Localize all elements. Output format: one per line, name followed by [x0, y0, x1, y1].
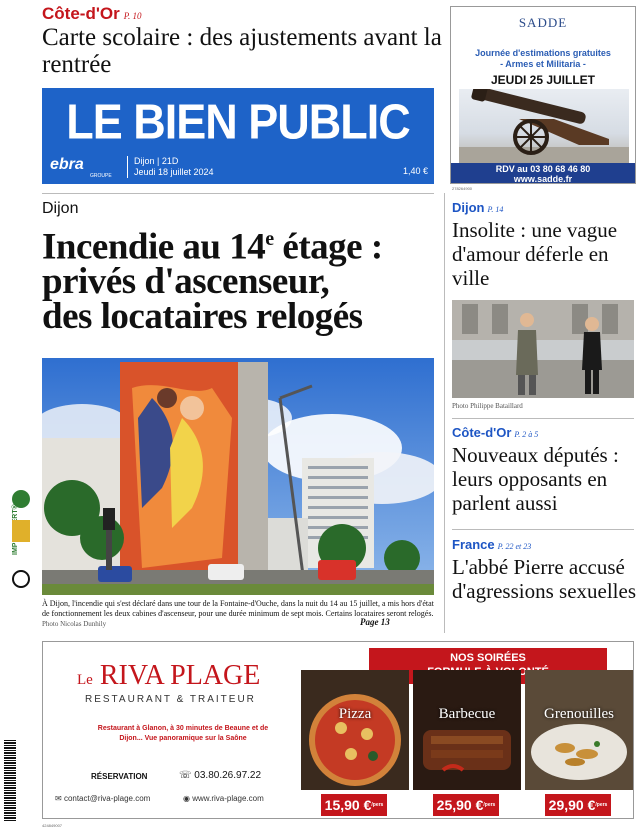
barbecue-label: Barbecue [438, 706, 496, 722]
headline-line3: des locataires relogés [42, 296, 363, 338]
phone-icon: ☏ [179, 770, 195, 781]
top-teaser-page: P. 10 [123, 11, 142, 21]
sadde-ad-web: www.sadde.fr [513, 174, 573, 184]
barbecue-price [433, 794, 499, 816]
riva-email[interactable] [55, 794, 150, 803]
right-teaser-2-page: P. 2 à 5 [514, 430, 539, 439]
sadde-ad-line1: Journée d'estimations gratuites [475, 48, 611, 58]
riva-phone[interactable] [179, 770, 261, 781]
eco-label-icon [12, 490, 30, 508]
riva-banner-line2: VOLONTÉ [495, 666, 549, 678]
masthead[interactable] [42, 88, 434, 184]
headline-line1: Incendie au 14 [42, 226, 266, 268]
headline-line1-end: étage : [273, 226, 383, 268]
riva-plage-logo [77, 660, 260, 692]
photo-credit: Photo Nicolas Dunhily [42, 620, 107, 628]
pizza-price-value: 15,90 € [324, 797, 372, 813]
pizza-icon [301, 670, 409, 790]
cannon-image [459, 89, 629, 163]
barbecue-icon [413, 670, 521, 790]
edition-info [127, 156, 214, 178]
right-teaser-3-kicker[interactable] [452, 537, 531, 552]
masthead-title: LE BIEN PUBLIC [66, 93, 410, 150]
divider [452, 529, 634, 530]
right-teaser-2-kicker-label: Côte-d'Or [452, 425, 512, 440]
pizza-image [301, 670, 409, 790]
riva-phone-number: 03.80.26.97.22 [194, 770, 262, 781]
riva-description: Restaurant à Glanon, à 30 minutes de Beaune et de Dijon... Vue panoramique sur la Saône [97, 725, 269, 742]
riva-subtitle: RESTAURANT & TRAITEUR [85, 694, 256, 705]
globe-icon: ◉ [183, 794, 193, 803]
barbecue-price-value: 25,90 € [436, 797, 484, 813]
grenouilles-label: Grenouilles [544, 706, 614, 722]
right-teaser-3-page: P. 22 et 23 [497, 542, 532, 551]
sadde-ad-contact [451, 163, 635, 184]
press-label-icon [12, 520, 30, 542]
right-teaser-3-headline[interactable]: L'abbé Pierre accusé d'agressions sexuelles [452, 555, 636, 603]
right-teaser-1-headline[interactable]: Insolite : une vague d'amour déferle en ville [452, 218, 618, 290]
column-divider [444, 193, 445, 633]
issue-price: 1,40 € [402, 166, 428, 176]
main-story-kicker: Dijon [42, 200, 79, 217]
sadde-logo: SADDE [518, 15, 568, 30]
headline-superscript: e [265, 228, 274, 250]
right-photo-credit: Photo Philippe Bataillard [452, 402, 523, 410]
pizza-label: Pizza [338, 706, 372, 722]
per-person-label: /pers [483, 802, 496, 808]
riva-ad-ref: 424849007 [42, 823, 63, 828]
grenouilles-price [545, 794, 611, 816]
ebra-group-label: GROUPE [90, 173, 112, 179]
per-person-label: /pers [371, 802, 384, 808]
grenouilles-price-value: 29,90 € [548, 797, 596, 813]
main-story-photo[interactable] [42, 358, 434, 595]
riva-banner-line1: NOS SOIRÉES [450, 652, 526, 664]
riva-website-url: www.riva-plage.com [192, 794, 264, 803]
mail-icon: ✉ [55, 794, 64, 803]
right-teaser-1-kicker-label: Dijon [452, 200, 485, 215]
divider [42, 193, 434, 194]
right-teaser-1-page: P. 14 [487, 205, 504, 214]
right-teaser-2-kicker[interactable] [452, 425, 538, 440]
headline-line2: privés d'ascenseur, [42, 261, 330, 303]
tower-mural-image [42, 358, 434, 595]
street-performers-image [452, 300, 634, 398]
edition-zone: Dijon | 21D [134, 156, 179, 166]
sadde-ad-line2: - Armes et Militaria - [500, 59, 586, 69]
sadde-ad-phone: RDV au 03 80 68 46 80 [495, 164, 591, 174]
divider [452, 418, 634, 419]
sadde-ad-ref: 278264900 [452, 186, 473, 191]
riva-reservation-label: RÉSERVATION [91, 772, 148, 781]
riva-website[interactable] [183, 794, 264, 803]
right-teaser-1-kicker[interactable] [452, 200, 503, 215]
sadde-ad-date: JEUDI 25 JUILLET [490, 73, 596, 87]
right-teaser-3-kicker-label: France [452, 537, 495, 552]
top-teaser-kicker[interactable] [42, 4, 142, 24]
caption-text: À Dijon, l'incendie qui s'est déclaré dans une tour de la Fontaine-d'Ouche, dans la nuit du 14 au 15 juillet, a mis hors d'état de fonctionnement les deux cabines d'ascenseur, pour une durée minimum de sept mois. Certains locataires seront relogés. [42, 599, 434, 618]
riva-logo-le: Le [77, 672, 93, 688]
per-person-label: /pers [595, 802, 608, 808]
riva-plage-ad[interactable] [42, 641, 634, 819]
cannon-icon [459, 89, 629, 163]
top-teaser-headline[interactable]: Carte scolaire : des ajustements avant la rentrée [42, 24, 442, 78]
top-teaser-kicker-label: Côte-d'Or [42, 4, 120, 23]
barbecue-image [413, 670, 521, 790]
frog-legs-icon [525, 670, 633, 790]
riva-email-address: contact@riva-plage.com [63, 794, 151, 803]
grenouilles-image [525, 670, 633, 790]
right-teaser-photo[interactable] [452, 300, 634, 398]
ebra-logo: ebra [50, 156, 84, 173]
pizza-price [321, 794, 387, 816]
right-teaser-2-headline[interactable]: Nouveaux députés : leurs opposants en parlent aussi [452, 443, 619, 515]
barcode [4, 740, 16, 822]
recycle-icon [12, 570, 30, 588]
main-story-page-ref[interactable]: Page 13 [360, 617, 390, 627]
main-story-headline[interactable] [42, 222, 442, 338]
sadde-ad[interactable] [450, 6, 636, 184]
riva-logo-name: RIVA PLAGE [99, 660, 261, 691]
edition-date: Jeudi 18 juillet 2024 [134, 167, 214, 177]
